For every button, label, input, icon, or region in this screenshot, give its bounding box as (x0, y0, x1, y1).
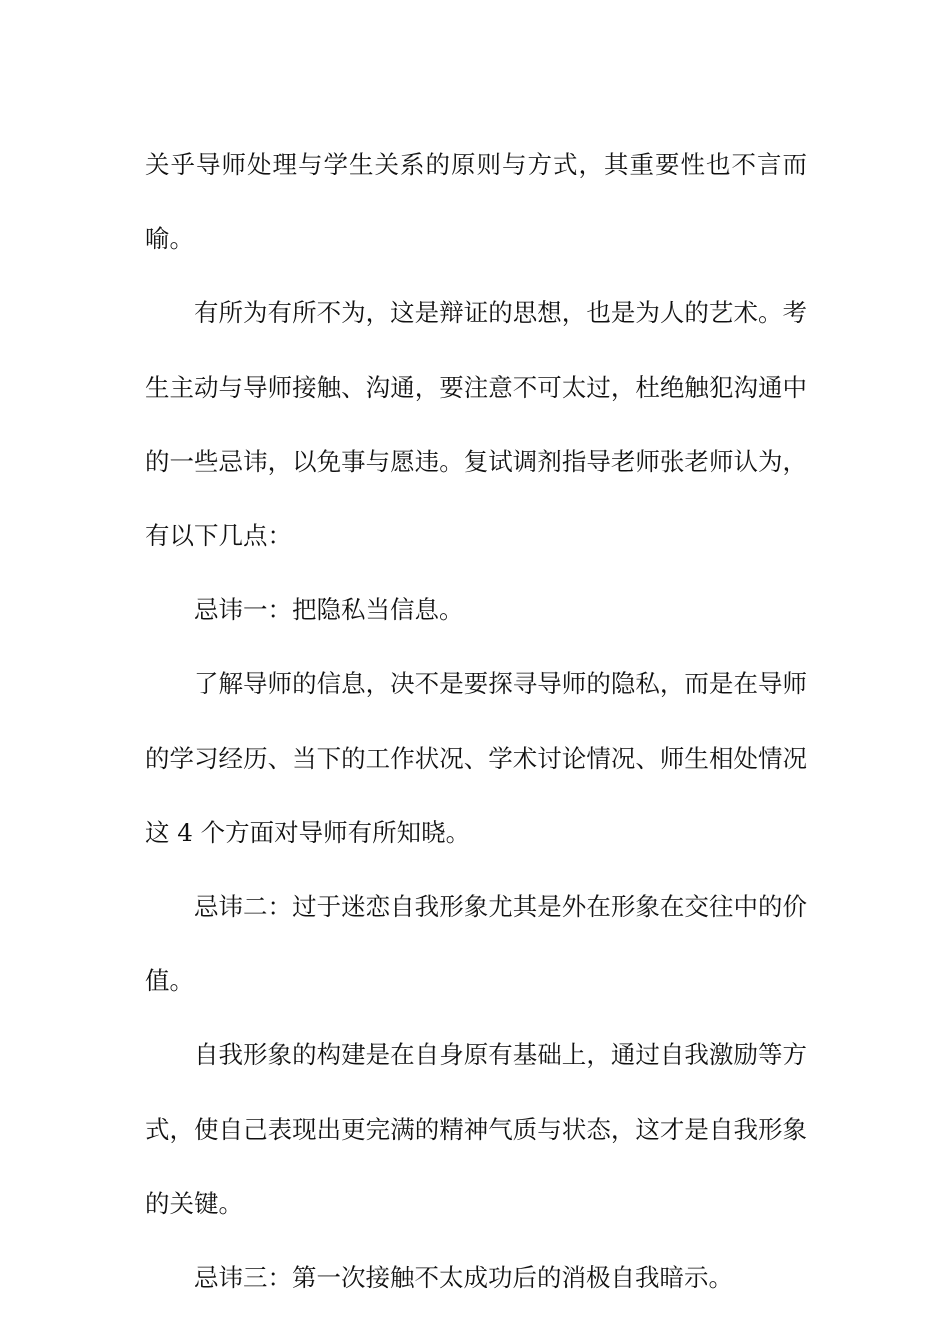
paragraph-taboo-two-detail: 自我形象的构建是在自身原有基础上，通过自我激励等方式，使自己表现出更完满的精神气质与状态，这才是自我形象的关键。 (145, 1040, 807, 1218)
heading-taboo-one: 忌讳一：把隐私当信息。 (194, 595, 464, 625)
paragraph-taboo-one-detail: 了解导师的信息，决不是要探寻导师的隐私，而是在导师的学习经历、当下的工作状况、学术讨论情况、师生相处情况这 4 个方面对导师有所知晓。 (145, 669, 807, 847)
heading-taboo-three: 忌讳三：第一次接触不太成功后的消极自我暗示。 (194, 1263, 733, 1293)
document-body (145, 128, 807, 1315)
paragraph-continuation: 关乎导师处理与学生关系的原则与方式，其重要性也不言而喻。 (145, 150, 807, 254)
heading-taboo-two: 忌讳二：过于迷恋自我形象尤其是外在形象在交往中的价值。 (145, 892, 807, 996)
paragraph-intro: 有所为有所不为，这是辩证的思想，也是为人的艺术。考生主动与导师接触、沟通，要注意不可太过，杜绝触犯沟通中的一些忌讳，以免事与愿违。复试调剂指导老师张老师认为，有以下几点： (145, 298, 807, 551)
